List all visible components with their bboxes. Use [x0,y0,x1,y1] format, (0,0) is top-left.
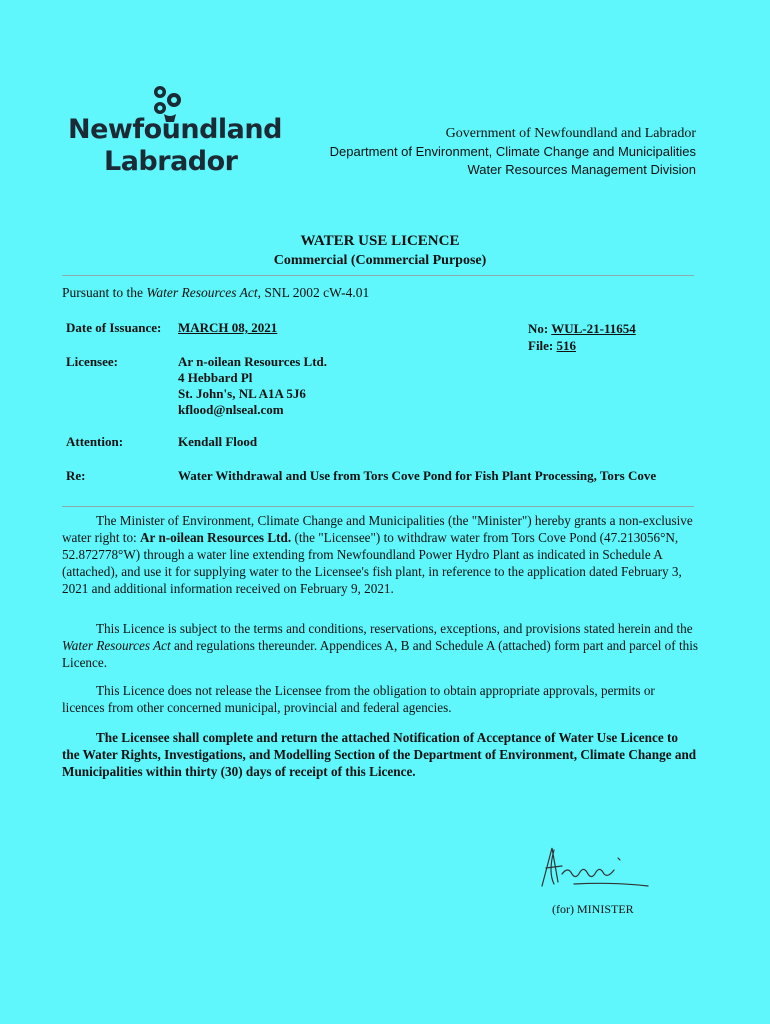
licensee-name-inline: Ar n-oilean Resources Ltd. [140,530,292,545]
attention-label: Attention: [66,434,124,449]
licensee-city: St. John's, NL A1A 5J6 [178,386,306,401]
divider-bottom [62,506,694,507]
government-name: Government of Newfoundland and Labrador [445,126,696,141]
attention-value: Kendall Flood [178,434,258,449]
pursuant-statement: Pursuant to the Water Resources Act, SNL 2002 cW-4.01 [62,285,370,300]
licensee-address [178,354,327,418]
act-name: Water Resources Act [146,285,258,300]
paragraph-grant: The Minister of Environment, Climate Change and Municipalities (the "Minister") hereby grants a non-exclusive water right to: Ar n-oilean Resources Ltd. (the "Licensee") to withdraw water from Tors Cove Pond (47.213056°N, 52.872778°W) through a water line extending from Newfoundland Power Hydro Plant as indicated in Schedule A (attached), and use it for supplying water to the Licensee's fish plant, in reference to the application dated February 3, 2021 and additional information received on February 9, 2021. [62,513,693,596]
licensee-street: 4 Hebbard Pl [178,370,253,385]
licence-title: WATER USE LICENCE [300,233,460,249]
re-value: Water Withdrawal and Use from Tors Cove Pond for Fish Plant Processing, Tors Cove [178,468,657,483]
issuance-date: MARCH 08, 2021 [178,320,278,335]
file-label: File: [528,338,557,353]
licence-subtitle: Commercial (Commercial Purpose) [273,253,487,268]
document-title [0,232,760,270]
paragraph-terms: This Licence is subject to the terms and conditions, reservations, exceptions, and provisions stated herein and the Water Resources Act and regulations thereunder. Appendices A, B and Schedule A (attached) form part and parcel of this Licence. [62,621,698,670]
licensee-email: kflood@nlseal.com [178,402,284,417]
logo-text-labrador: Labrador [104,146,238,177]
divider-top [62,275,694,276]
licence-no-value: WUL-21-11654 [551,321,636,336]
paragraph-notification: The Licensee shall complete and return the attached Notification of Acceptance of Water Use Licence to the Water Rights, Investigations, and Modelling Section of the Department of Environment, Climate Change and Municipalities within thirty (30) days of receipt of this Licence. [62,730,697,779]
licensee-name: Ar n-oilean Resources Ltd. [178,354,328,369]
issuance-label: Date of Issuance: [66,320,162,335]
newfoundland-labrador-logo [68,84,282,184]
signatory-title: (for) MINISTER [552,902,634,916]
re-label: Re: [66,468,86,483]
paragraph-obligations: This Licence does not release the Licensee from the obligation to obtain appropriate approvals, permits or licences from other concerned municipal, provincial and federal agencies. [62,683,655,715]
file-value: 516 [556,338,577,353]
licence-no-label: No: [528,321,552,336]
government-header [330,125,696,179]
division-name: Water Resources Management Division [467,162,696,177]
minister-signature [534,838,654,894]
licence-number-block [528,320,636,354]
logo-text-newfoundland: Newfoundland [68,114,282,145]
department-name: Department of Environment, Climate Change and Municipalities [329,144,696,159]
act-name-inline: Water Resources Act [62,638,171,653]
licensee-label: Licensee: [66,354,118,369]
